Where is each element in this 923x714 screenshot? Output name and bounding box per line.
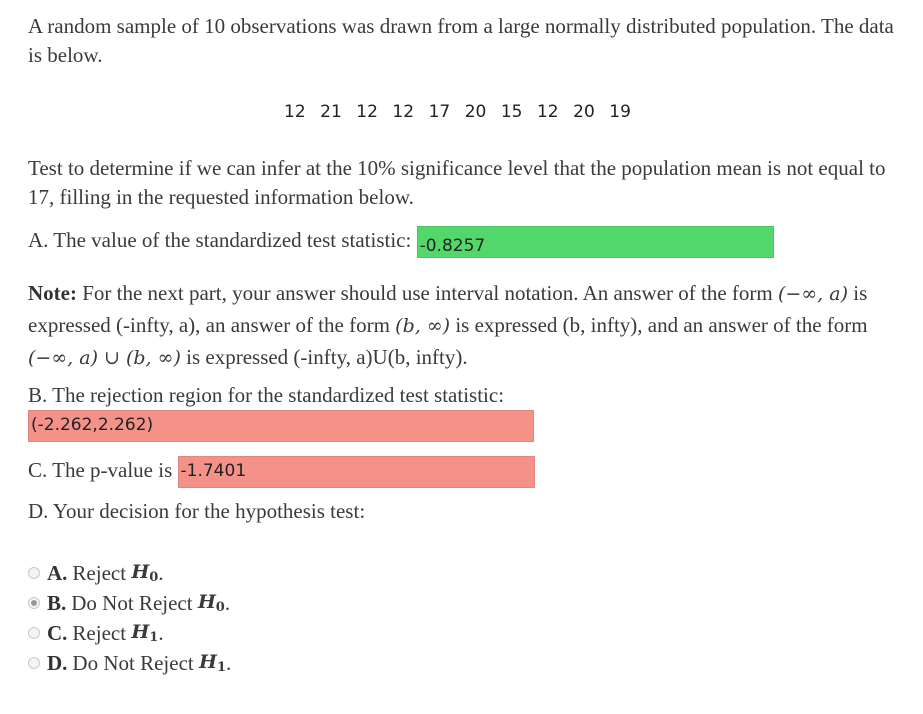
p-value-input[interactable]: -1.7401 (178, 456, 535, 488)
note-label: Note: (28, 281, 77, 305)
part-c-label: C. The p-value is (28, 457, 173, 482)
radio-option-c[interactable] (28, 627, 40, 639)
option-letter: C. (47, 620, 68, 645)
hypothesis (198, 591, 225, 615)
option-period: . (158, 620, 164, 645)
note-formula: (−∞, a) ∪ (b, ∞) (28, 347, 181, 369)
note-text: is expressed (b, infty), and an answer of the form (450, 313, 868, 337)
test-statistic-input[interactable]: -0.8257 (417, 226, 774, 258)
data-value: 20 (573, 102, 595, 122)
radio-option-d[interactable] (28, 657, 40, 669)
problem-intro: A random sample of 10 observations was drawn from a large normally distributed population. The data is below. (28, 14, 894, 67)
part-b-label: B. The rejection region for the standardized test statistic: (28, 383, 505, 407)
option-b[interactable] (28, 588, 231, 618)
data-values (284, 102, 645, 122)
data-value: 20 (464, 102, 487, 122)
option-period: . (224, 590, 231, 615)
option-letter: D. (47, 650, 68, 675)
option-text: Reject (72, 560, 127, 585)
hypothesis-subscript: 1 (216, 660, 226, 675)
note-text: is expressed (-infty, a)U(b, infty). (180, 345, 468, 369)
option-d[interactable] (28, 648, 231, 678)
problem-question: Test to determine if we can infer at the 10% significance level that the population mean is not equal to 17, filling in the requested information below. (28, 156, 886, 209)
decision-options (28, 558, 231, 678)
note-formula: (b, ∞) (395, 315, 451, 337)
hypothesis-subscript: 0 (215, 600, 225, 615)
option-text: Do Not Reject (71, 590, 193, 615)
hypothesis-symbol: H (197, 591, 216, 613)
note-formula: (−∞, a) (778, 283, 848, 305)
part-a-label: A. The value of the standardized test statistic: (28, 228, 412, 252)
option-letter: B. (47, 590, 67, 615)
hypothesis (131, 621, 158, 645)
hypothesis-subscript: 0 (149, 570, 159, 585)
option-text: Do Not Reject (72, 650, 194, 675)
hypothesis-symbol: H (131, 561, 150, 583)
data-value: 12 (536, 102, 559, 122)
problem-container (28, 12, 903, 675)
part-a (28, 225, 774, 258)
option-letter: A. (47, 560, 68, 585)
radio-option-b[interactable] (28, 597, 40, 609)
note-text: is expressed (-infty, a), an answer of the form (28, 281, 868, 337)
part-d-label: D. Your decision for the hypothesis test: (28, 499, 366, 523)
data-value: 21 (320, 102, 342, 122)
option-period: . (158, 560, 164, 585)
rejection-region-input[interactable]: (-2.262,2.262) (28, 410, 534, 442)
data-value: 19 (609, 102, 631, 122)
data-value: 12 (284, 102, 306, 122)
note-text: For the next part, your answer should use interval notation. An answer of the form (76, 281, 778, 305)
hypothesis (199, 651, 226, 675)
hypothesis (131, 561, 158, 585)
hypothesis-symbol: H (131, 621, 150, 643)
hypothesis-subscript: 1 (149, 630, 159, 645)
interval-note (28, 278, 903, 374)
data-value: 12 (356, 102, 378, 122)
option-text: Reject (72, 620, 127, 645)
data-value: 12 (392, 102, 415, 122)
option-c[interactable] (28, 618, 231, 648)
part-b (28, 410, 534, 442)
part-c (28, 456, 535, 488)
option-a[interactable] (28, 558, 231, 588)
hypothesis-symbol: H (198, 651, 217, 673)
data-value: 17 (428, 102, 451, 122)
radio-option-a[interactable] (28, 567, 40, 579)
data-value: 15 (500, 102, 523, 122)
option-period: . (225, 650, 232, 675)
